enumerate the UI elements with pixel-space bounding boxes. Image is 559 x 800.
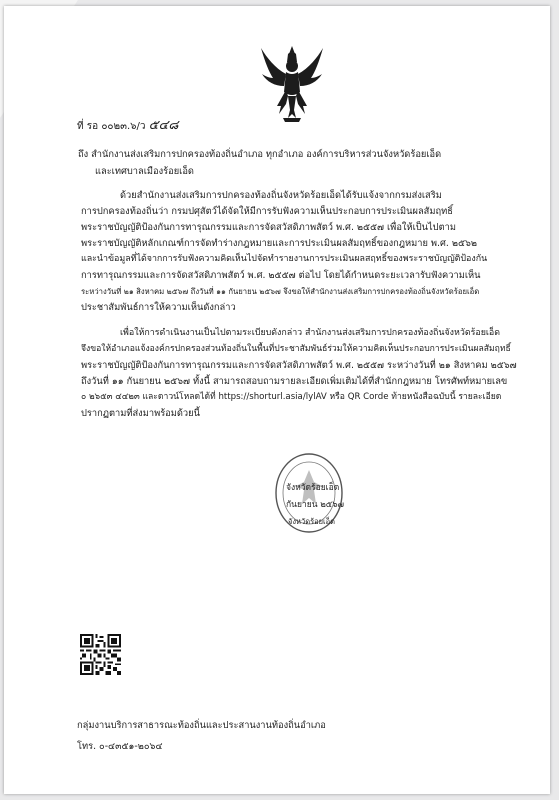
seal-text-province: จังหวัดร้อยเอ็ด [286,483,340,493]
paragraph-1-line: การปกครองท้องถิ่นว่า กรมปศุสัตว์ได้จัดให้มีการรับฟังความเห็นประกอบการประเมินผลสัมฤทธิ์ [81,206,453,217]
footer-phone: โทร. ๐-๔๓๕๑-๒๐๖๔ [77,741,163,752]
paragraph-2-line: จึงขอให้อำเภอแจ้งองค์กรปกครองส่วนท้องถิ่นในพื้นที่ประชาสัมพันธ์ร่วมให้ความคิดเห็นประกอบการประเมินผลสัมฤทธิ์ [81,344,511,354]
paragraph-2-line: เพื่อให้การดำเนินงานเป็นไปตามระเบียบดังกล่าว สำนักงานส่งเสริมการปกครองท้องถิ่นจังหวัดร้อยเอ็ด [120,328,501,338]
document-number-handwritten: ๕๔๘ [148,118,179,133]
garuda-emblem-icon [259,44,325,124]
paragraph-1-line: พระราชบัญญัติหลักเกณฑ์การจัดทำร่างกฎหมายและการประเมินผลสัมฤทธิ์ของกฎหมาย พ.ศ. ๒๕๖๒ [81,238,478,249]
seal-text-province-bottom: จังหวัดร้อยเอ็ด [288,517,335,526]
footer-office: กลุ่มงานบริการสาธารณะท้องถิ่นและประสานงานท้องถิ่นอำเภอ [77,720,326,731]
recipient-line-1: ถึง สำนักงานส่งเสริมการปกครองท้องถิ่นอำเภอ ทุกอำเภอ องค์การบริหารส่วนจังหวัดร้อยเอ็ด [78,149,442,160]
document-number [77,120,178,132]
recipient-line-2: และเทศบาลเมืองร้อยเอ็ด [95,166,194,177]
paragraph-1-line: ระหว่างวันที่ ๒๑ สิงหาคม ๒๕๖๗ ถึงวันที่ ๑๑ กันยายน ๒๕๖๗ จึงขอให้สำนักงานส่งเสริมการปกครองท้องถิ่นจังหวัดร้อยเอ็ด [81,287,480,296]
paragraph-1-line: ประชาสัมพันธ์การให้ความเห็นดังกล่าว [81,302,236,313]
paragraph-1-line: พระราชบัญญัติป้องกันการทารุณกรรมและการจัดสวัสดิภาพสัตว์ พ.ศ. ๒๕๕๗ เพื่อให้เป็นไปตาม [81,222,456,233]
qr-code [80,634,121,675]
paragraph-2-line: ๐ ๒๖๕๓ ๔๔๒๓ และดาวน์โหลดได้ที่ https://shorturl.asia/lylAV หรือ QR Corde ท้ายหนังสือฉบับนี้ รายละเอียด [81,392,502,402]
paragraph-2-line: ถึงวันที่ ๑๑ กันยายน ๒๕๖๗ ทั้งนี้ สามารถสอบถามรายละเอียดเพิ่มเติมได้ที่สำนักกฎหมาย โทรศัพท์หมายเลข [81,376,508,387]
paragraph-2-line: ปรากฏตามที่ส่งมาพร้อมด้วยนี้ [81,408,200,419]
document-page [4,6,550,794]
paragraph-1-line: การทารุณกรรมและการจัดสวัสดิภาพสัตว์ พ.ศ. ๒๕๕๗ ต่อไป โดยได้กำหนดระยะเวลารับฟังความเห็น [81,270,481,281]
document-number-prefix: ที่ รอ ๐๐๒๓.๖/ว [77,121,146,132]
paragraph-2-line: พระราชบัญญัติป้องกันการทารุณกรรมและการจัดสวัสดิภาพสัตว์ พ.ศ. ๒๕๕๗ ระหว่างวันที่ ๒๑ สิงหาคม ๒๕๖๗ [81,360,517,371]
paragraph-1-line: และนำข้อมูลที่ได้จากการรับฟังความคิดเห็นไปจัดทำรายงานการประเมินผลสฤทธิ์ของพระราชบัญญัติป้องกัน [81,254,488,264]
seal-text-date: กันยายน ๒๕๖๗ [286,500,345,510]
paragraph-1-line: ด้วยสำนักงานส่งเสริมการปกครองท้องถิ่นจังหวัดร้อยเอ็ดได้รับแจ้งจากกรมส่งเสริม [120,190,442,201]
